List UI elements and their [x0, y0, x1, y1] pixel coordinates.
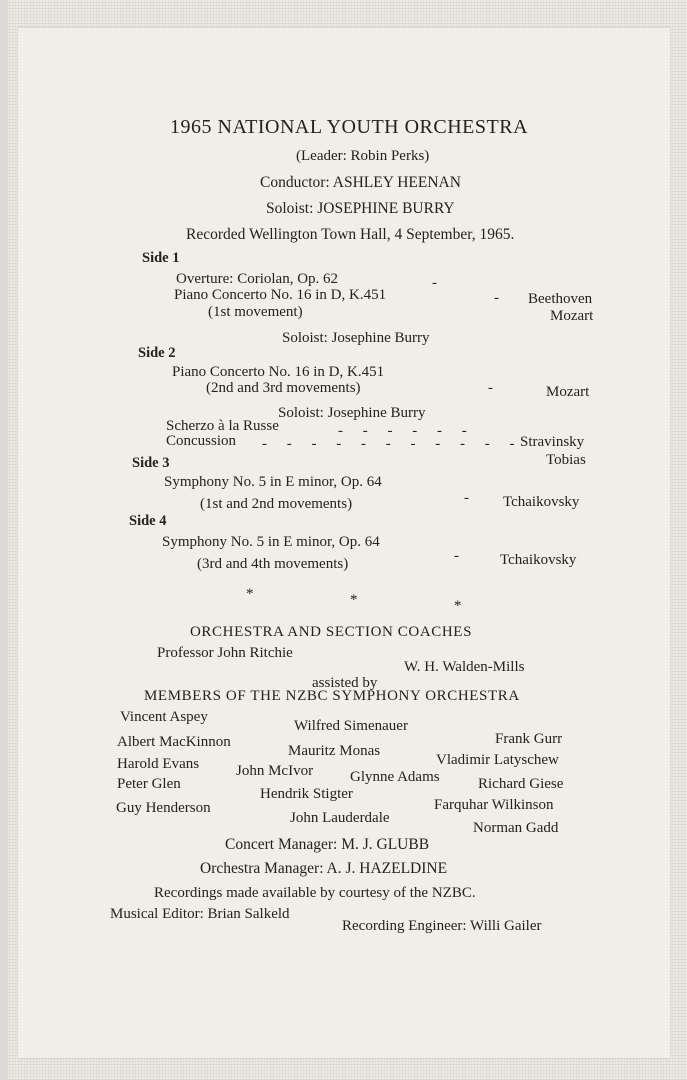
separator-star-3: *: [454, 598, 462, 614]
soloist-line: Soloist: JOSEPHINE BURRY: [266, 200, 455, 217]
musical-editor: Musical Editor: Brian Salkeld: [110, 906, 290, 922]
member-name: Farquhar Wilkinson: [434, 797, 554, 813]
assisted-by: assisted by: [312, 675, 378, 691]
member-name: Vladimir Latyschew: [436, 752, 559, 768]
member-name: Frank Gurr: [495, 731, 563, 747]
side-2-dash-3: - - - - - - - - - - -: [262, 436, 523, 452]
side-3-work-1: Symphony No. 5 in E minor, Op. 64: [164, 474, 382, 490]
side-3-composer-1: Tchaikovsky: [503, 494, 580, 510]
members-heading: MEMBERS OF THE NZBC SYMPHONY ORCHESTRA: [144, 688, 520, 704]
coach-name-2: W. H. Walden-Mills: [404, 659, 525, 675]
leader-line: (Leader: Robin Perks): [296, 148, 430, 164]
side-2-work-3: Concussion: [166, 433, 237, 449]
side-1-work-1: Overture: Coriolan, Op. 62: [176, 271, 339, 287]
side-4-label: Side 4: [129, 513, 167, 529]
member-name: Norman Gadd: [473, 820, 559, 836]
member-name: Peter Glen: [117, 776, 181, 792]
side-3-movement: (1st and 2nd movements): [200, 496, 353, 512]
side-3-label: Side 3: [132, 455, 170, 471]
side-1-dash-2: -: [494, 290, 499, 306]
side-2-work-2: Scherzo à la Russe: [166, 418, 279, 434]
member-name: Vincent Aspey: [120, 709, 208, 725]
sleeve-edge: [0, 0, 8, 1080]
member-name: Mauritz Monas: [288, 743, 381, 759]
member-name: Albert MacKinnon: [117, 734, 231, 750]
side-1-work-2: Piano Concerto No. 16 in D, K.451: [174, 287, 387, 303]
side-2-work-1: Piano Concerto No. 16 in D, K.451: [172, 364, 385, 380]
separator-star-1: *: [246, 586, 254, 602]
orchestra-manager: Orchestra Manager: A. J. HAZELDINE: [200, 860, 448, 877]
member-name: John McIvor: [236, 763, 314, 779]
courtesy-line: Recordings made available by courtesy of the NZBC.: [154, 885, 476, 901]
side-4-work-1: Symphony No. 5 in E minor, Op. 64: [162, 534, 380, 550]
side-2-movement: (2nd and 3rd movements): [206, 380, 361, 396]
page-title: 1965 NATIONAL YOUTH ORCHESTRA: [170, 116, 529, 138]
side-2-soloist: Soloist: Josephine Burry: [278, 405, 426, 421]
member-name: Guy Henderson: [116, 800, 211, 816]
side-2-dash-1: -: [488, 380, 493, 396]
side-2-composer-2: Stravinsky: [520, 434, 585, 450]
side-1-soloist: Soloist: Josephine Burry: [282, 330, 430, 346]
side-2-composer-1: Mozart: [546, 384, 590, 400]
side-2-composer-3: Tobias: [546, 452, 586, 468]
side-1-movement: (1st movement): [208, 304, 303, 320]
coaches-heading: ORCHESTRA AND SECTION COACHES: [190, 624, 473, 640]
side-1-dash-1: -: [432, 275, 437, 291]
side-4-composer-1: Tchaikovsky: [500, 552, 577, 568]
separator-star-2: *: [350, 592, 358, 608]
side-1-composer-1: Beethoven: [528, 291, 593, 307]
side-2-label: Side 2: [138, 345, 176, 361]
side-1-composer-2: Mozart: [550, 308, 594, 324]
side-4-movement: (3rd and 4th movements): [197, 556, 349, 572]
recorded-line: Recorded Wellington Town Hall, 4 September, 1965.: [186, 226, 515, 243]
conductor-line: Conductor: ASHLEY HEENAN: [260, 174, 461, 191]
member-name: Harold Evans: [117, 756, 200, 772]
side-4-dash-1: -: [454, 548, 459, 564]
side-2-dash-2: - - - - - -: [338, 423, 475, 439]
concert-manager: Concert Manager: M. J. GLUBB: [225, 836, 430, 853]
side-1-label: Side 1: [142, 250, 180, 266]
member-name: John Lauderdale: [290, 810, 390, 826]
member-name: Hendrik Stigter: [260, 786, 353, 802]
coach-name-1: Professor John Ritchie: [157, 645, 293, 661]
member-name: Wilfred Simenauer: [294, 718, 408, 734]
member-name: Richard Giese: [478, 776, 564, 792]
member-name: Glynne Adams: [350, 769, 440, 785]
side-3-dash-1: -: [464, 490, 469, 506]
recording-engineer: Recording Engineer: Willi Gailer: [342, 918, 542, 934]
